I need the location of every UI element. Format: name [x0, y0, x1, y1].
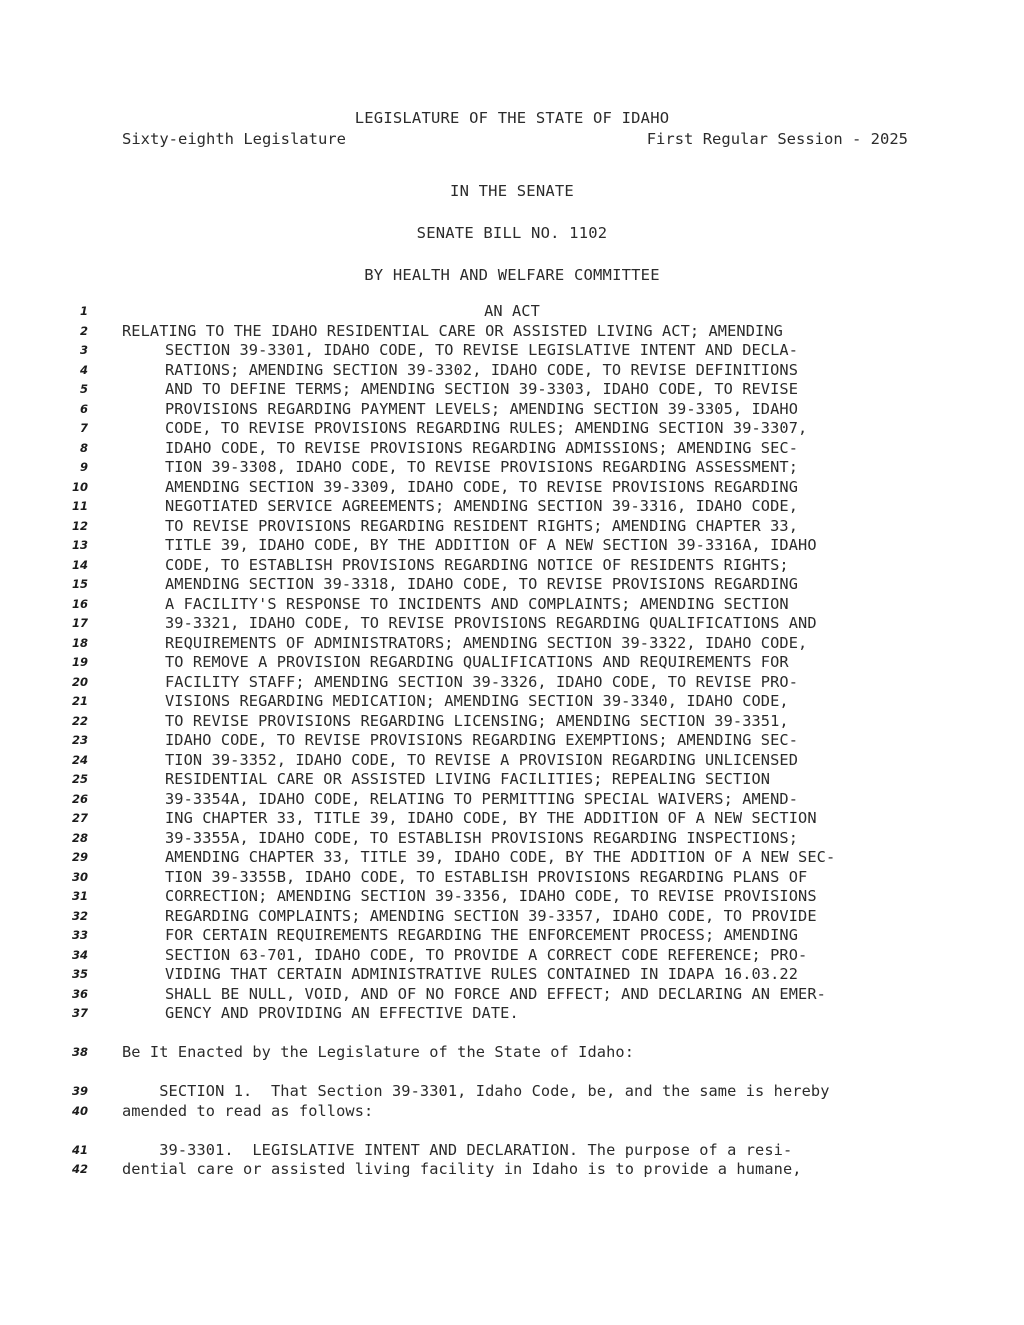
bill-line: [0, 497, 1024, 517]
session-label: First Regular Session - 2025: [646, 130, 908, 148]
line-text: CODE, TO ESTABLISH PROVISIONS REGARDING NOTICE OF RESIDENTS RIGHTS;: [165, 555, 789, 574]
line-text: SECTION 63-701, IDAHO CODE, TO PROVIDE A CORRECT CODE REFERENCE; PRO-: [165, 945, 808, 964]
masthead-spacer-2: [0, 202, 1024, 223]
line-number: 19: [71, 655, 88, 669]
line-number: 6: [79, 401, 88, 416]
line-number: 5: [79, 382, 88, 396]
bill-line: [0, 536, 1024, 556]
bill-line: [0, 1043, 1024, 1063]
bill-line-spacer: [0, 1024, 1024, 1044]
line-text: IDAHO CODE, TO REVISE PROVISIONS REGARDING EXEMPTIONS; AMENDING SEC-: [165, 731, 799, 749]
bill-line: [0, 1004, 1024, 1024]
masthead: [0, 108, 1024, 286]
line-number: 41: [71, 1142, 88, 1157]
line-text: amended to read as follows:: [122, 1101, 374, 1120]
masthead-spacer-3: [0, 244, 1024, 265]
line-text: AND TO DEFINE TERMS; AMENDING SECTION 39-3303, IDAHO CODE, TO REVISE: [165, 380, 799, 398]
line-text: REGARDING COMPLAINTS; AMENDING SECTION 39-3357, IDAHO CODE, TO PROVIDE: [165, 906, 817, 925]
line-number: 16: [71, 596, 88, 611]
line-text: REQUIREMENTS OF ADMINISTRATORS; AMENDING SECTION 39-3322, IDAHO CODE,: [165, 633, 808, 652]
bill-line: [0, 946, 1024, 966]
line-text: CODE, TO REVISE PROVISIONS REGARDING RULES; AMENDING SECTION 39-3307,: [165, 419, 808, 437]
line-text: TION 39-3355B, IDAHO CODE, TO ESTABLISH PROVISIONS REGARDING PLANS OF: [165, 867, 808, 886]
legislature-title: LEGISLATURE OF THE STATE OF IDAHO: [354, 109, 670, 127]
line-number: 38: [71, 1045, 88, 1059]
line-number: 9: [79, 460, 88, 474]
chamber-label: IN THE SENATE: [450, 182, 574, 200]
bill-line: [0, 634, 1024, 654]
line-number: 23: [71, 733, 88, 747]
bill-line: [0, 400, 1024, 420]
line-number: 14: [71, 557, 88, 572]
line-number: 26: [71, 791, 88, 806]
line-number: 37: [71, 1006, 88, 1020]
bill-line: [0, 1082, 1024, 1102]
bill-number: SENATE BILL NO. 1102: [416, 224, 608, 242]
line-text: TITLE 39, IDAHO CODE, BY THE ADDITION OF A NEW SECTION 39-3316A, IDAHO: [165, 536, 817, 554]
bill-line: [0, 1160, 1024, 1180]
line-number: 22: [71, 713, 88, 728]
line-text: AMENDING SECTION 39-3309, IDAHO CODE, TO REVISE PROVISIONS REGARDING: [165, 477, 799, 496]
bill-line: [0, 907, 1024, 927]
bill-line: [0, 848, 1024, 868]
bill-line: [0, 653, 1024, 673]
line-text: A FACILITY'S RESPONSE TO INCIDENTS AND COMPLAINTS; AMENDING SECTION: [165, 594, 789, 613]
line-text: AN ACT: [484, 302, 540, 320]
masthead-session-row: [0, 129, 1024, 150]
bill-line: [0, 458, 1024, 478]
line-text: 39-3355A, IDAHO CODE, TO ESTABLISH PROVISIONS REGARDING INSPECTIONS;: [165, 828, 799, 847]
line-text: 39-3301. LEGISLATIVE INTENT AND DECLARATION. The purpose of a resi-: [122, 1140, 793, 1159]
line-text: VIDING THAT CERTAIN ADMINISTRATIVE RULES CONTAINED IN IDAPA 16.03.22: [165, 965, 799, 983]
bill-line: [0, 790, 1024, 810]
bill-line: [0, 419, 1024, 439]
line-number: 40: [71, 1103, 88, 1118]
line-text: dential care or assisted living facility in Idaho is to provide a humane,: [122, 1160, 802, 1178]
line-number: 33: [71, 928, 88, 942]
bill-line: [0, 712, 1024, 732]
bill-line: [0, 751, 1024, 771]
line-number: 1: [79, 304, 88, 318]
line-number: 25: [71, 772, 88, 786]
line-text: AMENDING CHAPTER 33, TITLE 39, IDAHO CODE, BY THE ADDITION OF A NEW SEC-: [165, 848, 836, 866]
bill-line: [0, 1141, 1024, 1161]
line-number: 24: [71, 752, 88, 767]
bill-line: [0, 673, 1024, 693]
bill-line: [0, 302, 1024, 322]
line-text: SECTION 1. That Section 39-3301, Idaho Code, be, and the same is hereby: [122, 1082, 830, 1100]
line-text: TION 39-3352, IDAHO CODE, TO REVISE A PROVISION REGARDING UNLICENSED: [165, 750, 799, 769]
bill-body: [0, 302, 1024, 1180]
line-text: GENCY AND PROVIDING AN EFFECTIVE DATE.: [165, 1004, 519, 1022]
bill-line: [0, 926, 1024, 946]
line-number: 4: [79, 362, 88, 377]
line-text: SHALL BE NULL, VOID, AND OF NO FORCE AND EFFECT; AND DECLARING AN EMER-: [165, 984, 826, 1003]
bill-line: [0, 985, 1024, 1005]
bill-line: [0, 614, 1024, 634]
bill-line: [0, 595, 1024, 615]
line-text: CORRECTION; AMENDING SECTION 39-3356, IDAHO CODE, TO REVISE PROVISIONS: [165, 887, 817, 905]
bill-line: [0, 478, 1024, 498]
line-number: 12: [71, 518, 88, 533]
line-number: 30: [71, 869, 88, 884]
bill-line: [0, 770, 1024, 790]
line-text: IDAHO CODE, TO REVISE PROVISIONS REGARDING ADMISSIONS; AMENDING SEC-: [165, 438, 799, 457]
line-number: 35: [71, 967, 88, 981]
line-number: 11: [71, 499, 88, 513]
line-number: 29: [71, 850, 88, 864]
line-number: 27: [71, 811, 88, 825]
line-number: 34: [71, 947, 88, 962]
line-text: VISIONS REGARDING MEDICATION; AMENDING SECTION 39-3340, IDAHO CODE,: [165, 692, 789, 710]
masthead-spacer-1: [0, 150, 1024, 181]
line-number: 32: [71, 908, 88, 923]
bill-line: [0, 556, 1024, 576]
bill-line: [0, 965, 1024, 985]
line-number: 7: [79, 421, 88, 435]
bill-line: [0, 575, 1024, 595]
bill-line: [0, 829, 1024, 849]
line-text: TO REVISE PROVISIONS REGARDING RESIDENT RIGHTS; AMENDING CHAPTER 33,: [165, 516, 799, 535]
bill-line: [0, 341, 1024, 361]
line-number: 39: [71, 1084, 88, 1098]
line-text: TO REMOVE A PROVISION REGARDING QUALIFICATIONS AND REQUIREMENTS FOR: [165, 653, 789, 671]
line-text: ING CHAPTER 33, TITLE 39, IDAHO CODE, BY THE ADDITION OF A NEW SECTION: [165, 809, 817, 827]
bill-line: [0, 380, 1024, 400]
line-number: 36: [71, 986, 88, 1001]
bill-line: [0, 887, 1024, 907]
bill-line: [0, 361, 1024, 381]
line-text: 39-3321, IDAHO CODE, TO REVISE PROVISIONS REGARDING QUALIFICATIONS AND: [165, 614, 817, 632]
line-number: 18: [71, 635, 88, 650]
line-number: 21: [71, 694, 88, 708]
line-text: PROVISIONS REGARDING PAYMENT LEVELS; AMENDING SECTION 39-3305, IDAHO: [165, 399, 799, 418]
line-text: SECTION 39-3301, IDAHO CODE, TO REVISE LEGISLATIVE INTENT AND DECLA-: [165, 341, 799, 359]
line-text: RATIONS; AMENDING SECTION 39-3302, IDAHO CODE, TO REVISE DEFINITIONS: [165, 360, 799, 379]
line-number: 13: [71, 538, 88, 552]
bill-line: [0, 809, 1024, 829]
line-text: RELATING TO THE IDAHO RESIDENTIAL CARE OR ASSISTED LIVING ACT; AMENDING: [122, 321, 783, 340]
line-text: FOR CERTAIN REQUIREMENTS REGARDING THE ENFORCEMENT PROCESS; AMENDING: [165, 926, 799, 944]
bill-line-spacer: [0, 1063, 1024, 1083]
line-number: 8: [79, 440, 88, 455]
line-text: 39-3354A, IDAHO CODE, RELATING TO PERMITTING SPECIAL WAIVERS; AMEND-: [165, 789, 799, 808]
line-number: 28: [71, 830, 88, 845]
line-number: 3: [79, 343, 88, 357]
bill-sponsor: BY HEALTH AND WELFARE COMMITTEE: [364, 266, 660, 284]
line-text: TION 39-3308, IDAHO CODE, TO REVISE PROVISIONS REGARDING ASSESSMENT;: [165, 458, 799, 476]
line-number: 17: [71, 616, 88, 630]
bill-line: [0, 692, 1024, 712]
line-number: 31: [71, 889, 88, 903]
bill-line: [0, 1102, 1024, 1122]
bill-line: [0, 439, 1024, 459]
line-number: 10: [71, 479, 88, 494]
line-number: 20: [71, 674, 88, 689]
bill-line: [0, 868, 1024, 888]
bill-line: [0, 731, 1024, 751]
line-text: FACILITY STAFF; AMENDING SECTION 39-3326, IDAHO CODE, TO REVISE PRO-: [165, 672, 799, 691]
line-number: 2: [79, 323, 88, 338]
legislature-number: Sixty-eighth Legislature: [122, 130, 346, 148]
line-text: RESIDENTIAL CARE OR ASSISTED LIVING FACILITIES; REPEALING SECTION: [165, 770, 771, 788]
line-number: 15: [71, 577, 88, 591]
bill-line: [0, 517, 1024, 537]
bill-line: [0, 322, 1024, 342]
line-number: 42: [71, 1162, 88, 1176]
line-text: TO REVISE PROVISIONS REGARDING LICENSING; AMENDING SECTION 39-3351,: [165, 711, 789, 730]
line-text: Be It Enacted by the Legislature of the State of Idaho:: [122, 1043, 635, 1061]
line-text: AMENDING SECTION 39-3318, IDAHO CODE, TO REVISE PROVISIONS REGARDING: [165, 575, 799, 593]
line-text: NEGOTIATED SERVICE AGREEMENTS; AMENDING SECTION 39-3316, IDAHO CODE,: [165, 497, 799, 515]
bill-line-spacer: [0, 1121, 1024, 1141]
